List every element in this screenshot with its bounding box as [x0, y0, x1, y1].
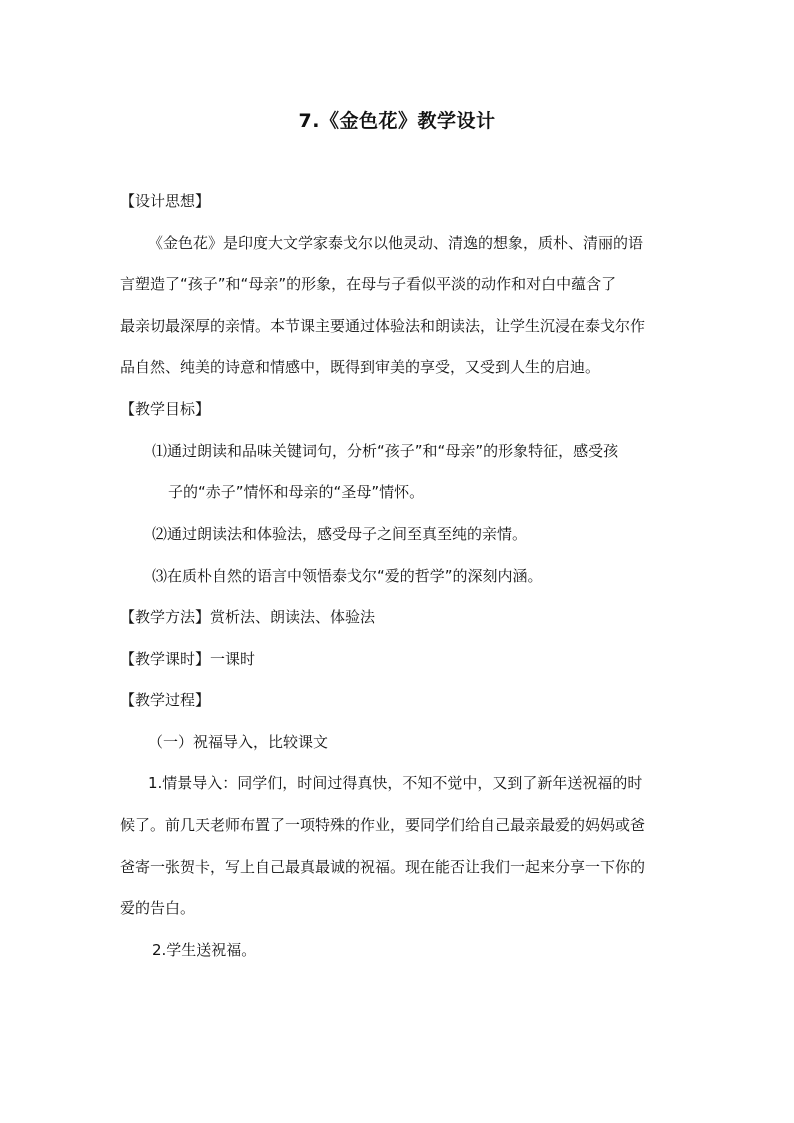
objective-item: ⑶在质朴自然的语言中领悟泰戈尔“爱的哲学”的深刻内涵。 — [152, 567, 543, 585]
design-idea-line: 言塑造了“孩子”和“母亲”的形象，在母与子看似平淡的动作和对白中蕴含了 — [120, 275, 617, 293]
methods-line: 【教学方法】赏析法、朗读法、体验法 — [120, 608, 376, 626]
process-step-line: 候了。前几天老师布置了一项特殊的作业，要同学们给自己最亲最爱的妈妈或爸 — [120, 816, 646, 834]
process-step-2: 2.学生送祝福。 — [152, 941, 257, 959]
process-step-line: 爱的告白。 — [120, 899, 196, 917]
hours-line: 【教学课时】一课时 — [120, 650, 256, 668]
design-idea-line: 《金色花》是印度大文学家泰戈尔以他灵动、清逸的想象，质朴、清丽的语 — [148, 234, 644, 252]
design-idea-heading: 【设计思想】 — [120, 192, 211, 210]
process-part-title: （一）祝福导入，比较课文 — [148, 733, 329, 751]
process-step-line: 1.情景导入：同学们，时间过得真快，不知不觉中，又到了新年送祝福的时 — [148, 774, 643, 792]
objective-item: ⑴通过朗读和品味关键词句，分析“孩子”和“母亲”的形象特征，感受孩 — [152, 442, 619, 460]
document-title: 7.《金色花》教学设计 — [298, 110, 496, 132]
objective-item: 子的“赤子”情怀和母亲的“圣母”情怀。 — [168, 483, 425, 501]
design-idea-line: 最亲切最深厚的亲情。本节课主要通过体验法和朗读法，让学生沉浸在泰戈尔作 — [120, 317, 646, 335]
process-heading: 【教学过程】 — [120, 691, 211, 709]
objective-item: ⑵通过朗读法和体验法，感受母子之间至真至纯的亲情。 — [152, 525, 528, 543]
design-idea-line: 品自然、纯美的诗意和情感中，既得到审美的享受，又受到人生的启迪。 — [120, 358, 601, 376]
objectives-heading: 【教学目标】 — [120, 400, 211, 418]
process-step-line: 爸寄一张贺卡，写上自己最真最诚的祝福。现在能否让我们一起来分享一下你的 — [120, 858, 646, 876]
